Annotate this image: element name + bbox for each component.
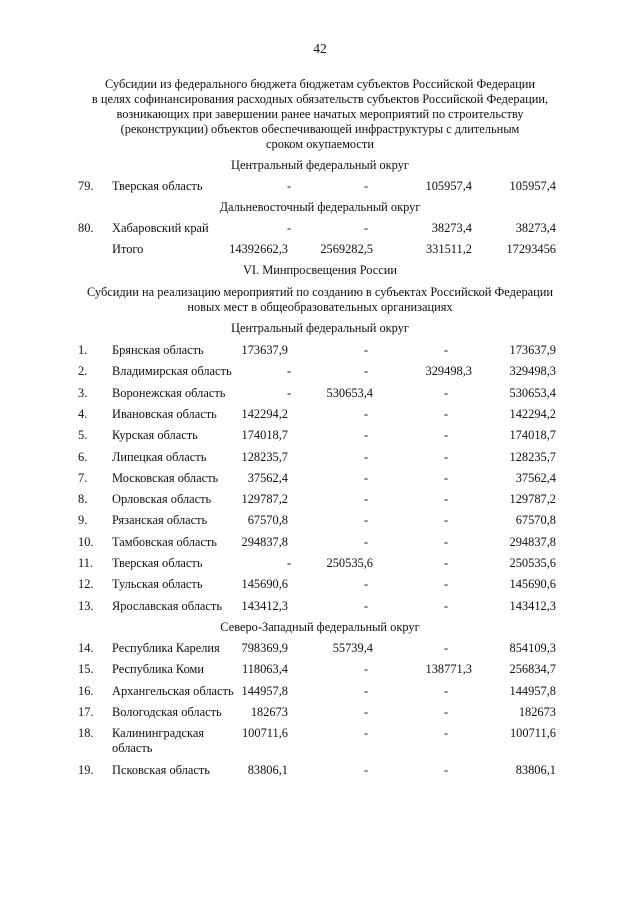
value-col-1: 67570,8 [247,513,288,528]
value-col-total: 17293456 [506,242,556,256]
row-number: 4. [78,406,88,421]
value-col-2: - [364,513,369,528]
value-col-total: 38273,4 [515,221,556,235]
region-name [112,726,204,756]
value-col-2: 530653,4 [326,385,373,400]
value-col-2: - [364,534,369,549]
value-col-1: - [287,385,292,400]
value-col-3: - [444,406,449,421]
title-line: возникающих при завершении ранее начатых мероприятий по строительству [116,107,524,121]
region-name: Тверская область [112,556,203,570]
title-line: новых мест в общеобразовательных организациях [187,300,453,314]
value-col-1: 14392662,3 [229,242,288,256]
table-row [0,343,640,359]
row-number: 3. [78,385,88,400]
value-col-total: 128235,7 [509,449,556,464]
value-col-total: 129787,2 [509,492,556,507]
value-col-1: 83806,1 [247,763,288,777]
value-col-3: - [444,556,449,570]
value-col-1: - [287,556,292,570]
value-col-1: 294837,8 [241,534,288,549]
district-heading-northwest: Северо-Западный федеральный округ [220,620,420,634]
row-number: 15. [78,662,94,676]
row-number: 19. [78,763,94,777]
title-line: Субсидии из федерального бюджета бюджетам субъектов Российской Федерации [104,77,536,91]
value-col-3: - [444,343,449,357]
region-name: Липецкая область [112,449,207,464]
value-col-2: - [364,179,369,193]
value-col-1: 100711,6 [241,726,288,740]
district-heading-central: Центральный федеральный округ [231,158,409,172]
region-name: Тверская область [112,179,203,193]
value-col-2: - [364,705,369,719]
table-row [0,471,640,487]
table-row [0,535,640,551]
value-col-2: - [364,577,369,592]
row-number: 1. [78,343,88,357]
value-col-total: 67570,8 [515,513,556,528]
value-col-3: - [444,513,449,528]
section-a-title [64,77,576,152]
row-number: 18. [78,726,94,740]
total-row [0,242,640,258]
region-name: Ярославская область [112,598,222,613]
table-row [0,763,640,779]
value-col-1: 144957,8 [241,684,288,698]
page-number: 42 [313,41,327,56]
value-col-1: 174018,7 [241,428,288,443]
table-row [0,179,640,195]
value-col-total: 143412,3 [509,598,556,613]
table-row [0,513,640,529]
region-name: Брянская область [112,343,204,357]
value-col-3: - [444,705,449,719]
value-col-total: 182673 [518,705,556,719]
region-name: Вологодская область [112,705,222,719]
district-heading-far-east: Дальневосточный федеральный округ [219,200,421,214]
value-col-1: 143412,3 [241,598,288,613]
value-col-2: - [364,662,369,676]
region-name: Орловская область [112,492,212,507]
table-row [0,364,640,380]
value-col-3: - [444,428,449,443]
value-col-2: - [364,364,369,379]
value-col-1: - [287,364,292,379]
row-number: 17. [78,705,94,719]
value-col-total: 100711,6 [509,726,556,740]
value-col-2: - [364,406,369,421]
row-number: 14. [78,641,94,655]
title-line: (реконструкции) объектов обеспечивающей инфраструктуры с длительным [120,122,520,136]
value-col-1: 182673 [250,705,288,719]
table-row [0,556,640,572]
region-name-line: область [112,741,153,755]
value-col-2: 2569282,5 [320,242,373,256]
value-col-total: 530653,4 [509,385,556,400]
value-col-3: 138771,3 [425,662,472,676]
ministry-heading: VI. Минпросвещения России [242,263,398,277]
region-name: Курская область [112,428,198,443]
table-row [0,386,640,402]
value-col-total: 142294,2 [509,406,556,421]
row-number: 9. [78,513,88,528]
value-col-2: - [364,763,369,777]
value-col-total: 174018,7 [509,428,556,443]
row-number: 2. [78,364,88,379]
value-col-total: 329498,3 [509,364,556,379]
region-name: Рязанская область [112,513,208,528]
value-col-total: 256834,7 [509,662,556,676]
region-name: Хабаровский край [112,221,209,235]
region-name: Воронежская область [112,385,226,400]
value-col-3: 329498,3 [425,364,472,379]
value-col-2: - [364,598,369,613]
table-row [0,705,640,721]
value-col-1: - [287,179,292,193]
table-row [0,577,640,593]
table-row [0,221,640,237]
region-name: Республика Карелия [112,641,220,655]
value-col-3: - [444,684,449,698]
value-col-3: 331511,2 [425,242,472,256]
row-number: 8. [78,492,88,507]
value-col-total: 83806,1 [515,763,556,777]
value-col-1: 129787,2 [241,492,288,507]
value-col-3: - [444,449,449,464]
value-col-total: 294837,8 [509,534,556,549]
row-number: 11. [78,556,94,570]
row-number: 80. [78,221,94,235]
row-number: 13. [78,598,94,613]
value-col-total: 37562,4 [515,470,556,485]
value-col-1: 37562,4 [247,470,288,485]
row-number: 7. [78,470,88,485]
value-col-3: - [444,385,449,400]
total-label: Итого [112,242,144,256]
value-col-total: 250535,6 [509,556,556,570]
value-col-total: 144957,8 [509,684,556,698]
title-line: Субсидии на реализацию мероприятий по созданию в субъектах Российской Федерации [86,285,554,299]
region-name: Тамбовская область [112,534,217,549]
table-row [0,726,640,755]
value-col-3: - [444,726,449,740]
title-line: сроком окупаемости [266,137,374,151]
value-col-2: - [364,343,369,357]
row-number: 10. [78,534,94,549]
value-col-2: - [364,684,369,698]
row-number: 79. [78,179,94,193]
value-col-2: 250535,6 [326,556,373,570]
value-col-1: 173637,9 [241,343,288,357]
value-col-2: - [364,221,369,235]
value-col-1: 798369,9 [241,641,288,655]
row-number: 12. [78,577,94,592]
value-col-1: - [287,221,292,235]
value-col-3: - [444,598,449,613]
region-name: Псковская область [112,763,210,777]
table-row [0,641,640,657]
table-row [0,599,640,615]
value-col-total: 173637,9 [509,343,556,357]
district-heading-central: Центральный федеральный округ [231,321,409,335]
table-row [0,407,640,423]
value-col-1: 145690,6 [241,577,288,592]
value-col-total: 105957,4 [509,179,556,193]
value-col-2: - [364,428,369,443]
region-name: Ивановская область [112,406,217,421]
region-name-line: Калининградская [112,726,205,740]
region-name: Тульская область [112,577,203,592]
value-col-total: 145690,6 [509,577,556,592]
value-col-3: - [444,534,449,549]
value-col-3: - [444,763,449,777]
table-row [0,662,640,678]
row-number: 6. [78,449,88,464]
value-col-3: - [444,577,449,592]
region-name: Архангельская область [112,684,234,698]
row-number: 5. [78,428,88,443]
value-col-1: 118063,4 [241,662,288,676]
table-row [0,450,640,466]
value-col-total: 854109,3 [509,641,556,655]
region-name: Республика Коми [112,662,205,676]
value-col-1: 142294,2 [241,406,288,421]
table-row [0,684,640,700]
value-col-1: 128235,7 [241,449,288,464]
table-row [0,492,640,508]
value-col-2: 55739,4 [332,641,373,655]
value-col-2: - [364,470,369,485]
region-name: Московская область [112,470,219,485]
region-name: Владимирская область [112,364,232,379]
section-b-title [64,285,576,315]
row-number: 16. [78,684,94,698]
value-col-3: 105957,4 [425,179,472,193]
table-row [0,428,640,444]
value-col-2: - [364,492,369,507]
title-line: в целях софинансирования расходных обязательств субъектов Российской Федерации, [91,92,549,106]
value-col-3: - [444,641,449,655]
value-col-3: - [444,470,449,485]
value-col-2: - [364,449,369,464]
value-col-3: 38273,4 [431,221,472,235]
value-col-3: - [444,492,449,507]
value-col-2: - [364,726,369,740]
